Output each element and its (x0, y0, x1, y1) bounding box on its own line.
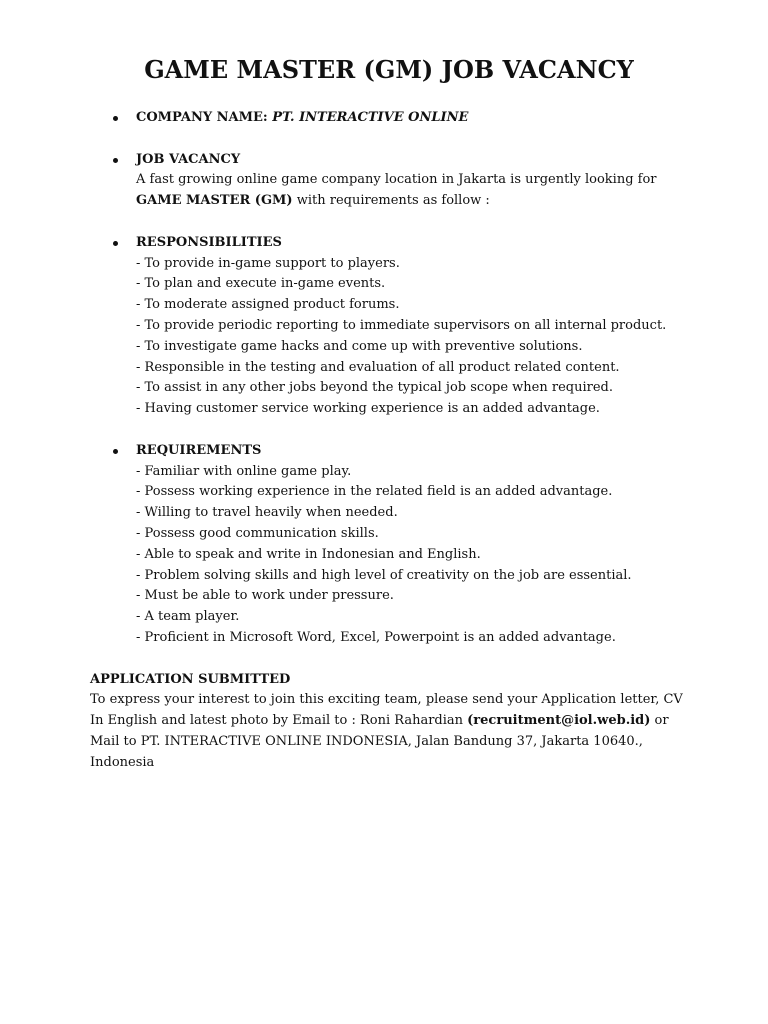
company-section (136, 108, 688, 129)
list-item: - To provide periodic reporting to immediate supervisors on all internal product. (136, 317, 667, 333)
application-email: (recruitment@iol.web.id) (467, 713, 651, 729)
list-item: - Possess working experience in the related field is an added advantage. (136, 484, 613, 500)
job-vacancy-role: GAME MASTER (GM) (136, 193, 293, 209)
application-heading: APPLICATION SUBMITTED (90, 671, 291, 687)
application-text (90, 690, 688, 773)
responsibilities-heading: RESPONSIBILITIES (136, 234, 282, 250)
list-item: - Problem solving skills and high level of creativity on the job are essential. (136, 567, 632, 583)
list-item: - To provide in-game support to players. (136, 255, 400, 271)
application-section (90, 670, 688, 774)
list-item: - A team player. (136, 609, 240, 625)
company-label: COMPANY NAME: (136, 110, 273, 125)
list-item: - Familiar with online game play. (136, 463, 352, 479)
list-item: - Must be able to work under pressure. (136, 588, 394, 604)
list-item: - Proficient in Microsoft Word, Excel, Powerpoint is an added advantage. (136, 629, 616, 645)
list-item: - Responsible in the testing and evaluation of all product related content. (136, 359, 620, 375)
application-text-after: or Mail to PT. INTERACTIVE ONLINE INDONESIA, Jalan Bandung 37, Jakarta 10640., Indonesia (90, 713, 669, 770)
list-item: - Willing to travel heavily when needed. (136, 505, 398, 521)
requirements-heading: REQUIREMENTS (136, 442, 262, 458)
job-vacancy-text-after: with requirements as follow : (292, 193, 490, 209)
company-name: PT. INTERACTIVE ONLINE (272, 110, 469, 125)
responsibilities-list (136, 254, 688, 420)
list-item: - Possess good communication skills. (136, 525, 379, 541)
list-item: - To assist in any other jobs beyond the typical job scope when required. (136, 380, 613, 396)
job-vacancy-section (136, 150, 688, 212)
job-vacancy-heading: JOB VACANCY (136, 151, 241, 167)
application-text-before: To express your interest to join this exciting team, please send your Application letter, CV In English and latest photo by Email to : Roni Rahardian (90, 692, 683, 729)
job-vacancy-text-before: A fast growing online game company location in Jakarta is urgently looking for (136, 172, 657, 188)
requirements-list (136, 462, 688, 649)
responsibilities-section (136, 233, 688, 420)
section-list (90, 108, 688, 649)
job-vacancy-text (136, 170, 688, 212)
requirements-section (136, 441, 688, 649)
list-item: - To investigate game hacks and come up with preventive solutions. (136, 338, 583, 354)
list-item: - Having customer service working experience is an added advantage. (136, 401, 600, 417)
list-item: - Able to speak and write in Indonesian and English. (136, 546, 481, 562)
page-title: GAME MASTER (GM) JOB VACANCY (144, 55, 634, 84)
list-item: - To plan and execute in-game events. (136, 276, 386, 292)
list-item: - To moderate assigned product forums. (136, 297, 400, 313)
